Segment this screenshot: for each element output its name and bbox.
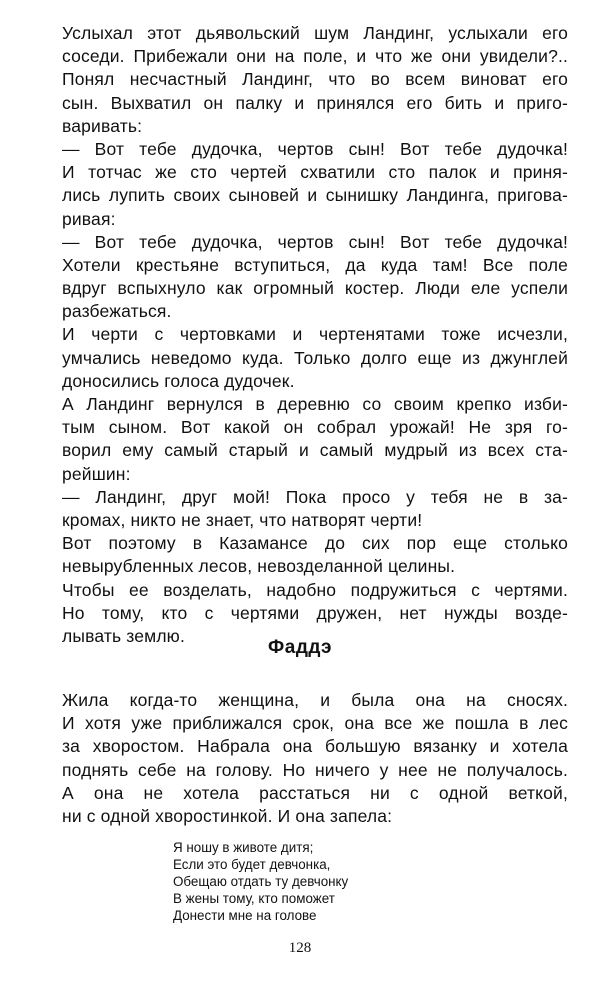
text-line: Вот поэтому в Казамансе до сих пор еще столько — [62, 533, 568, 554]
paragraph — [62, 579, 568, 602]
paragraph — [62, 532, 568, 578]
text-line: Хотели крестьяне вступиться, да куда там! Все поле — [62, 254, 568, 275]
text-line: за хворостом. Набрала она большую вязанку и хотела — [62, 736, 568, 757]
text-line: доносились голоса дудочек. — [62, 370, 295, 391]
paragraph — [62, 393, 568, 486]
text-line: Жила когда-то женщина, и была она на сносях. — [62, 690, 568, 710]
text-line: ворил ему самый старый и самый мудрый из всех ста- — [62, 440, 568, 461]
verse-line: Донести мне на голове — [173, 908, 317, 923]
text-line: Услыхал этот дьявольский шум Ландинг, услыхали его — [62, 23, 568, 43]
text-line: невырубленных лесов, невозделанной целины. — [62, 556, 456, 577]
text-line: — Вот тебе дудочка, чертов сын! Вот тебе дудочка! — [62, 231, 568, 252]
paragraph — [62, 323, 568, 393]
paragraph — [62, 138, 568, 161]
story-title: Фаддэ — [268, 637, 332, 658]
paragraph — [62, 231, 568, 254]
text-line: И черти с чертовками и чертенятами тоже исчезли, — [62, 324, 568, 345]
text-line: поднять себе на голову. Но ничего у нее не получалось. — [62, 759, 568, 780]
text-line: Но тому, кто с чертями дружен, нет нужды возде- — [62, 602, 568, 623]
text-line: разбежаться. — [62, 301, 172, 322]
text-line: А Ландинг вернулся в деревню со своим крепко изби- — [62, 394, 568, 414]
verse-line: Если это будет девчонка, — [173, 857, 331, 872]
verse-line: В жены тому, кто поможет — [173, 891, 335, 906]
text-line: варивать: — [62, 115, 143, 136]
text-line: И тотчас же сто чертей схватили сто палок и приня- — [62, 162, 568, 183]
verse-line: Обещаю отдать ту девчонку — [173, 874, 349, 889]
text-line: лись лупить своих сыновей и сынишку Ландинга, пригова- — [62, 185, 568, 206]
text-line: Чтобы ее возделать, надобно подружиться с чертями. — [62, 579, 568, 600]
paragraph — [62, 161, 568, 231]
text-line: А она не хотела расстаться ни с одной веткой, — [62, 782, 568, 803]
text-line: И хотя уже приближался срок, она все же пошла в лес — [62, 713, 568, 734]
text-line: вдруг вспыхнуло как огромный костер. Люди еле успели — [62, 278, 568, 299]
text-line: соседи. Прибежали они на поле, и что же они увидели?.. — [62, 46, 568, 67]
text-line: ни с одной хворостинкой. И она запела: — [62, 805, 393, 826]
paragraph — [62, 689, 568, 828]
text-line: кромах, никто не знает, что натворят черти! — [62, 509, 423, 530]
paragraph — [62, 254, 568, 324]
text-line: сын. Выхватил он палку и принялся его бить и приго- — [62, 92, 568, 113]
text-line: умчались неведомо куда. Только долго еще из джунглей — [62, 347, 568, 368]
text-line: рейшин: — [62, 463, 131, 484]
text-line: лывать землю. — [62, 625, 185, 646]
text-line: тым сыном. Вот какой он собрал урожай! Не зря го- — [62, 417, 568, 438]
continuation-text — [62, 22, 568, 648]
text-line: Понял несчастный Ландинг, что во всем виноват его — [62, 69, 568, 90]
paragraph — [62, 486, 568, 532]
text-line: ривая: — [62, 208, 116, 229]
paragraph — [62, 22, 568, 68]
text-line: — Вот тебе дудочка, чертов сын! Вот тебе дудочка! — [62, 138, 568, 159]
paragraph — [62, 68, 568, 138]
song-verse — [173, 839, 348, 924]
story-paragraph — [62, 689, 568, 828]
verse-line: Я ношу в животе дитя; — [173, 840, 314, 855]
page-number: 128 — [288, 940, 312, 956]
text-line: — Ландинг, друг мой! Пока просо у тебя не в за- — [62, 486, 568, 507]
